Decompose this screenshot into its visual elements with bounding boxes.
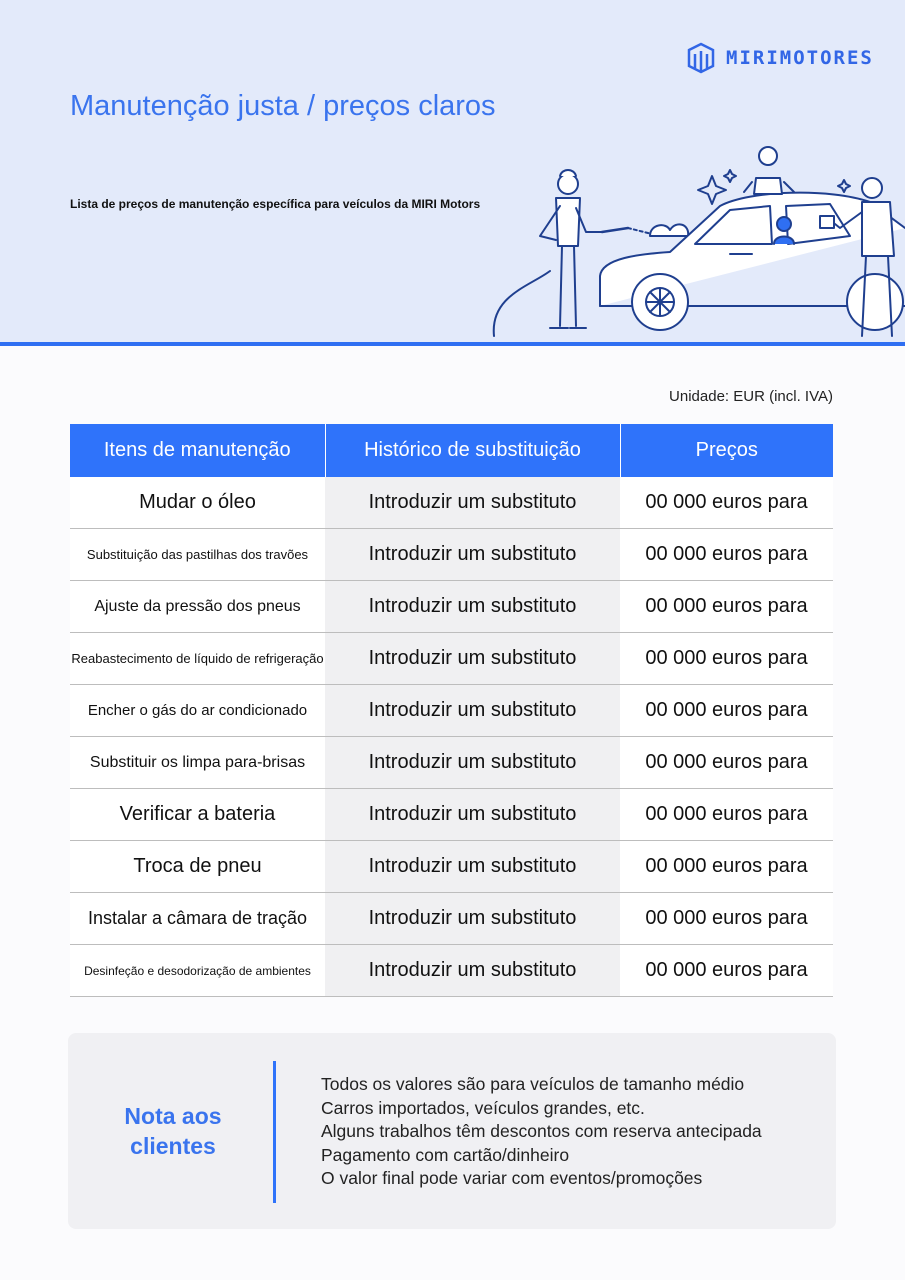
history-cell: Introduzir um substituto bbox=[325, 633, 620, 685]
item-cell: Reabastecimento de líquido de refrigeração bbox=[70, 633, 325, 685]
table-row bbox=[70, 789, 833, 841]
item-cell: Troca de pneu bbox=[70, 841, 325, 893]
item-cell: Encher o gás do ar condicionado bbox=[70, 685, 325, 737]
header-items: Itens de manutenção bbox=[70, 424, 325, 477]
customer-note bbox=[68, 1033, 836, 1229]
table-header-row bbox=[70, 424, 833, 477]
price-cell: 00 000 euros para bbox=[620, 581, 833, 633]
note-item: Carros importados, veículos grandes, etc. bbox=[321, 1097, 645, 1118]
table-row bbox=[70, 893, 833, 945]
table-row bbox=[70, 945, 833, 997]
price-cell: 00 000 euros para bbox=[620, 789, 833, 841]
item-cell: Ajuste da pressão dos pneus bbox=[70, 581, 325, 633]
header-history: Histórico de substituição bbox=[325, 424, 620, 477]
header-divider bbox=[0, 342, 905, 346]
history-cell: Introduzir um substituto bbox=[325, 685, 620, 737]
brand bbox=[686, 42, 874, 74]
price-cell: 00 000 euros para bbox=[620, 633, 833, 685]
price-cell: 00 000 euros para bbox=[620, 737, 833, 789]
note-item: O valor final pode variar com eventos/promoções bbox=[321, 1168, 703, 1189]
note-item: Todos os valores são para veículos de tamanho médio bbox=[321, 1074, 745, 1094]
table-row bbox=[70, 633, 833, 685]
note-list bbox=[321, 1073, 762, 1191]
item-cell: Desinfeção e desodorização de ambientes bbox=[70, 945, 325, 997]
note-title-line2: clientes bbox=[130, 1133, 216, 1159]
price-cell: 00 000 euros para bbox=[620, 477, 833, 529]
table-row bbox=[70, 685, 833, 737]
price-cell: 00 000 euros para bbox=[620, 945, 833, 997]
item-cell: Mudar o óleo bbox=[70, 477, 325, 529]
history-cell: Introduzir um substituto bbox=[325, 945, 620, 997]
item-cell: Instalar a câmara de tração bbox=[70, 893, 325, 945]
history-cell: Introduzir um substituto bbox=[325, 529, 620, 581]
header-prices: Preços bbox=[620, 424, 833, 477]
price-cell: 00 000 euros para bbox=[620, 893, 833, 945]
note-item: Pagamento com cartão/dinheiro bbox=[321, 1144, 570, 1165]
table-row bbox=[70, 477, 833, 529]
history-cell: Introduzir um substituto bbox=[325, 789, 620, 841]
history-cell: Introduzir um substituto bbox=[325, 477, 620, 529]
mirimotores-logo-icon bbox=[686, 42, 716, 74]
item-cell: Substituição das pastilhas dos travões bbox=[70, 529, 325, 581]
history-cell: Introduzir um substituto bbox=[325, 893, 620, 945]
item-cell: Verificar a bateria bbox=[70, 789, 325, 841]
price-cell: 00 000 euros para bbox=[620, 841, 833, 893]
car-wash-illustration bbox=[490, 136, 905, 342]
table-row bbox=[70, 529, 833, 581]
price-table bbox=[70, 424, 833, 997]
brand-name: MIRIMOTORES bbox=[726, 47, 874, 69]
note-title-line1: Nota aos bbox=[124, 1103, 222, 1129]
note-title bbox=[118, 1101, 228, 1161]
history-cell: Introduzir um substituto bbox=[325, 581, 620, 633]
table-row bbox=[70, 581, 833, 633]
history-cell: Introduzir um substituto bbox=[325, 841, 620, 893]
price-cell: 00 000 euros para bbox=[620, 685, 833, 737]
page-subtitle: Lista de preços de manutenção específica para veículos da MIRI Motors bbox=[70, 197, 481, 211]
note-item: Alguns trabalhos têm descontos com reserva antecipada bbox=[321, 1121, 762, 1142]
table-row bbox=[70, 737, 833, 789]
item-cell: Substituir os limpa para-brisas bbox=[70, 737, 325, 789]
unit-label: Unidade: EUR (incl. IVA) bbox=[669, 388, 833, 405]
page-title: Manutenção justa / preços claros bbox=[70, 90, 496, 122]
price-cell: 00 000 euros para bbox=[620, 529, 833, 581]
note-divider bbox=[273, 1061, 276, 1203]
history-cell: Introduzir um substituto bbox=[325, 737, 620, 789]
table-row bbox=[70, 841, 833, 893]
